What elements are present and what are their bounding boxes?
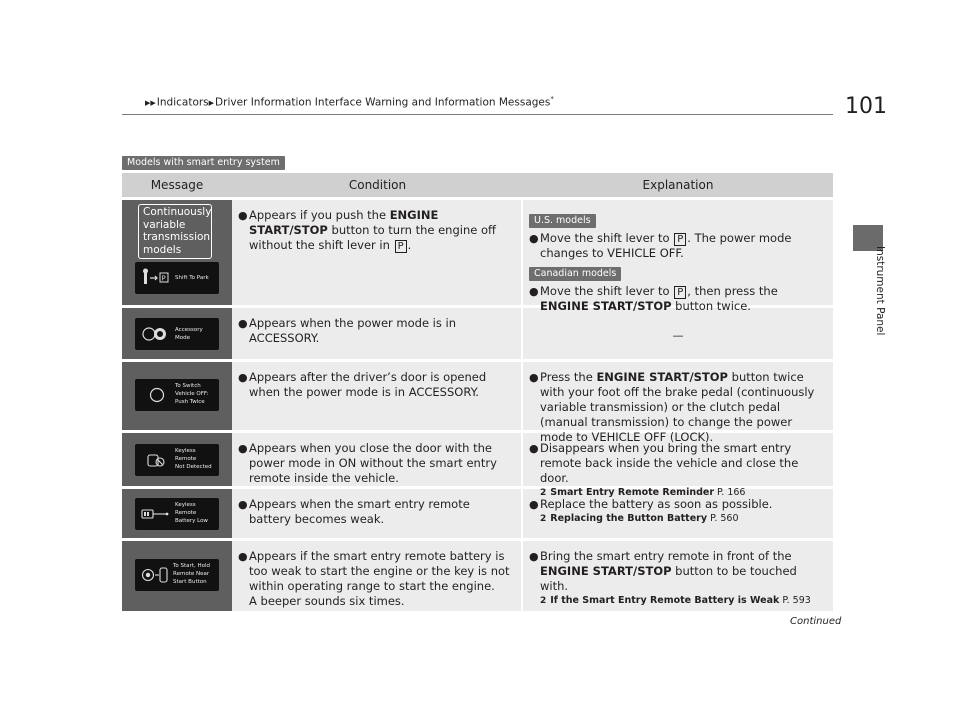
reference-arrow-icon: 2 — [540, 488, 547, 498]
column-header-condition: Condition — [348, 178, 407, 192]
explanation-cell — [523, 433, 833, 498]
remote-not-detected-icon — [145, 450, 167, 470]
condition-cell — [232, 433, 523, 486]
column-header-message: Message — [150, 178, 204, 192]
message-table — [122, 173, 833, 611]
power-button-icon — [141, 324, 169, 344]
screen-text: Remote — [175, 510, 197, 516]
column-header-explanation: Explanation — [642, 178, 714, 192]
screen-text: Accessory — [175, 327, 203, 333]
remote-battery-icon — [140, 504, 170, 524]
screen-text: To Switch — [175, 383, 201, 389]
explanation-text: ● Move the shift lever to P . The power mode changes to VEHICLE OFF. — [529, 231, 792, 260]
screen-text: Push Twice — [175, 399, 205, 405]
screen-text: Not Detected — [175, 464, 212, 470]
chapter-label: Instrument Panel — [874, 246, 886, 336]
park-indicator-icon: P — [674, 286, 686, 299]
condition-text: ● Appears when the power mode is in ACCESSORY. — [238, 316, 456, 345]
page-reference-link[interactable]: 2 Replacing the Button Battery P. 560 — [540, 513, 739, 524]
shift-lever-icon — [141, 268, 171, 288]
display-screen — [135, 262, 219, 294]
explanation-text: ● Disappears when you bring the smart entry remote back inside the vehicle and close the door. — [529, 441, 799, 485]
condition-cell — [232, 308, 523, 359]
park-indicator-icon: P — [395, 240, 407, 253]
reference-arrow-icon: 2 — [540, 514, 547, 524]
table-row — [122, 308, 833, 359]
screen-text: Remote — [175, 456, 197, 462]
page-reference-link[interactable]: 2 If the Smart Entry Remote Battery is Weak P. 593 — [540, 595, 811, 606]
table-row — [122, 433, 833, 498]
condition-cell — [232, 362, 523, 430]
us-models-badge: U.S. models — [529, 214, 596, 228]
screen-text: Start Button — [173, 579, 207, 585]
condition-cell — [232, 489, 523, 538]
explanation-cell — [523, 541, 833, 611]
message-cell — [122, 489, 232, 538]
explanation-cell — [523, 489, 833, 538]
condition-text: ● Appears if the smart entry remote battery is too weak to start the engine or the key is not within operating range to start the engine. A beeper sounds six times. — [238, 549, 510, 608]
explanation-cell — [523, 200, 833, 313]
explanation-cell — [523, 362, 833, 444]
explanation-text: ● Move the shift lever to P , then press the ENGINE START/STOP button twice. — [529, 284, 778, 313]
table-row — [122, 362, 833, 444]
condition-text: ● Appears when the smart entry remote battery becomes weak. — [238, 497, 470, 526]
footnote-mark: * — [550, 95, 554, 103]
screen-text: Keyless — [175, 448, 196, 454]
message-cell — [122, 362, 232, 430]
condition-text: ● Appears after the driver’s door is opened when the power mode is in ACCESSORY. — [238, 370, 487, 399]
breadcrumb-arrow-icon: ▶ — [208, 98, 215, 107]
breadcrumb-item[interactable]: Driver Information Interface Warning and Information Messages — [215, 96, 551, 109]
header-divider — [122, 114, 833, 115]
condition-cell — [232, 200, 523, 305]
table-row — [122, 541, 833, 611]
screen-text: Mode — [175, 335, 190, 341]
condition-text: ● Appears if you push the ENGINE START/STOP button to turn the engine off without the shift lever in P . — [238, 208, 496, 252]
svg-text:P: P — [161, 274, 166, 283]
canadian-models-badge: Canadian models — [529, 267, 621, 281]
explanation-text: ● Press the ENGINE START/STOP button twice with your foot off the brake pedal (continuously variable transmission) or the clutch pedal (manual transmission) to change the power mode to VEHICLE OFF (LOCK). — [529, 370, 815, 444]
condition-cell — [232, 541, 523, 611]
condition-text: ● Appears when you close the door with the power mode in ON without the smart entry remote inside the vehicle. — [238, 441, 497, 485]
section-badge: Models with smart entry system — [122, 156, 285, 170]
message-cell — [122, 541, 232, 611]
power-button-icon — [147, 385, 167, 405]
park-indicator-icon: P — [674, 233, 686, 246]
breadcrumb-arrow-icon: ▶▶ — [145, 98, 156, 107]
display-screen — [135, 498, 219, 530]
explanation-text: ● Bring the smart entry remote in front of the ENGINE START/STOP button to be touched with. — [529, 549, 797, 593]
display-screen — [135, 559, 219, 591]
screen-text: Vehicle OFF: — [175, 391, 209, 397]
reference-arrow-icon: 2 — [540, 596, 547, 606]
message-cell — [122, 433, 232, 486]
explanation-text: ● Replace the battery as soon as possible. — [529, 497, 773, 511]
screen-text: Shift To Park — [175, 275, 209, 281]
screen-text: Remote Near — [173, 571, 210, 577]
message-cell — [122, 200, 232, 305]
screen-text: Keyless — [175, 502, 196, 508]
message-cell — [122, 308, 232, 359]
table-row — [122, 200, 833, 313]
page-number: 101 — [845, 94, 887, 119]
remote-to-start-button-icon — [140, 565, 170, 585]
continued-label: Continued — [790, 616, 842, 627]
breadcrumb-item[interactable]: Indicators — [156, 96, 209, 109]
breadcrumb — [145, 95, 554, 109]
display-screen — [135, 444, 219, 476]
display-screen — [135, 318, 219, 350]
explanation-cell — [523, 308, 833, 359]
explanation-text: — — [672, 329, 684, 342]
screen-text: Battery Low — [175, 518, 208, 524]
table-row — [122, 489, 833, 538]
table-header — [122, 173, 833, 197]
transmission-badge: Continuously variable transmission models — [138, 204, 212, 259]
screen-text: To Start, Hold — [173, 563, 210, 569]
page-reference-link[interactable]: 2 Smart Entry Remote Reminder P. 166 — [540, 487, 746, 498]
display-screen — [135, 379, 219, 411]
